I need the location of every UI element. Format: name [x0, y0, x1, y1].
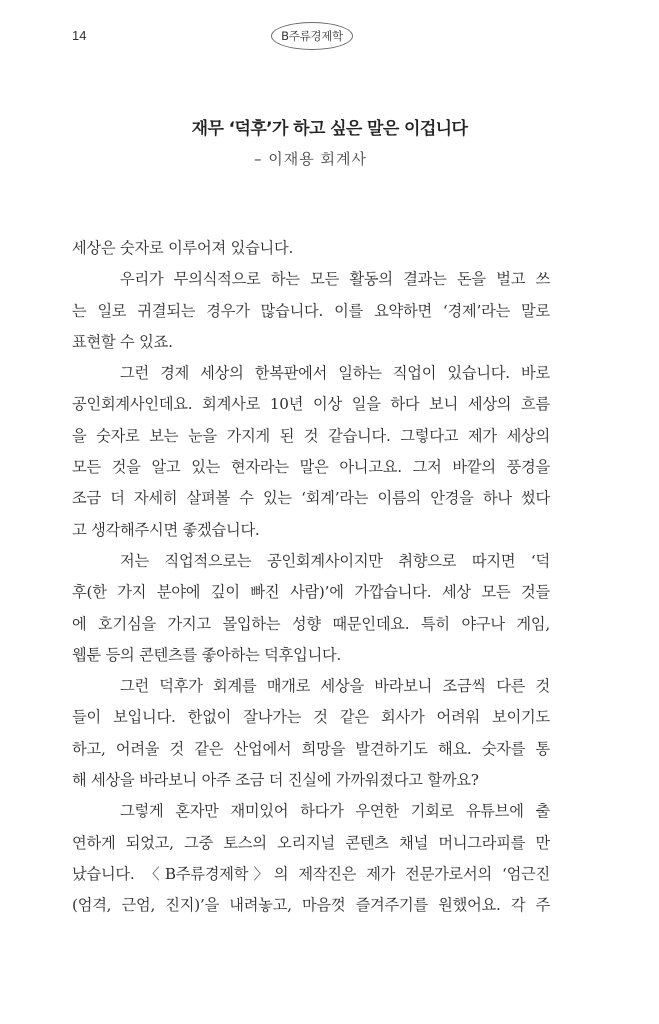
body-line: 저는 직업적으로는 공인회계사이지만 취향으로 따지면 ‘덕 — [120, 551, 550, 570]
running-title-badge — [271, 22, 353, 50]
article-title: 재무 ‘덕후’가 하고 싶은 말은 이겁니다 — [191, 119, 468, 139]
body-line: 해 세상을 바라보니 아주 조금 더 진실에 가까워졌다고 할까요? — [72, 771, 479, 790]
body-line: 그런 경제 세상의 한복판에서 일하는 직업이 있습니다. 바로 — [120, 364, 550, 383]
body-line: 났습니다. 〈B주류경제학〉의 제작진은 제가 전문가로서의 ‘엄근진 — [72, 864, 550, 883]
body-line: 들이 보입니다. 한없이 잘나가는 것 같은 회사가 어려워 보이기도 — [72, 708, 550, 727]
body-text — [72, 233, 550, 922]
article-byline: – 이재용 회계사 — [254, 150, 367, 168]
body-line: 모든 것을 알고 있는 현자라는 말은 아니고요. 그저 바깥의 풍경을 — [72, 458, 550, 477]
body-line: 는 일로 귀결되는 경우가 많습니다. 이를 요약하면 ‘경제’라는 말로 — [72, 301, 550, 320]
page-number: 14 — [72, 28, 87, 43]
body-line: 하고, 어려울 것 같은 산업에서 희망을 발견하기도 해요. 숫자를 통 — [72, 739, 550, 758]
body-line: 후(한 가지 분야에 깊이 빠진 사람)’에 가깝습니다. 세상 모든 것들 — [72, 583, 550, 602]
body-line: 고 생각해주시면 좋겠습니다. — [72, 520, 260, 539]
body-line: 웹툰 등의 콘텐츠를 좋아하는 덕후입니다. — [72, 645, 342, 664]
body-line: 세상은 숫자로 이루어져 있습니다. — [72, 239, 294, 257]
body-line: 그런 덕후가 회계를 매개로 세상을 바라보니 조금씩 다른 것 — [120, 677, 550, 696]
body-line: 표현할 수 있죠. — [72, 332, 173, 351]
body-line: 우리가 무의식적으로 하는 모든 활동의 결과는 돈을 벌고 쓰 — [120, 270, 550, 289]
body-line: 공인회계사인데요. 회계사로 10년 이상 일을 하다 보니 세상의 흐름 — [72, 395, 550, 414]
body-line: 에 호기심을 가지고 몰입하는 성향 때문인데요. 특히 야구나 게임, — [72, 614, 550, 633]
body-line: 을 숫자로 보는 눈을 가지게 된 것 같습니다. 그렇다고 제가 세상의 — [72, 426, 550, 445]
body-line: 조금 더 자세히 살펴볼 수 있는 ‘회계’라는 이름의 안경을 하나 썼다 — [72, 489, 550, 508]
body-line: 연하게 되었고, 그중 토스의 오리지널 콘텐츠 채널 머니그라피를 만 — [72, 833, 550, 852]
body-line: (엄격, 근엄, 진지)’을 내려놓고, 마음껏 즐겨주기를 원했어요. 각 주 — [72, 896, 550, 915]
body-line: 그렇게 혼자만 재미있어 하다가 우연한 기회로 유튜브에 출 — [120, 802, 550, 821]
running-title: B주류경제학 — [281, 29, 343, 43]
